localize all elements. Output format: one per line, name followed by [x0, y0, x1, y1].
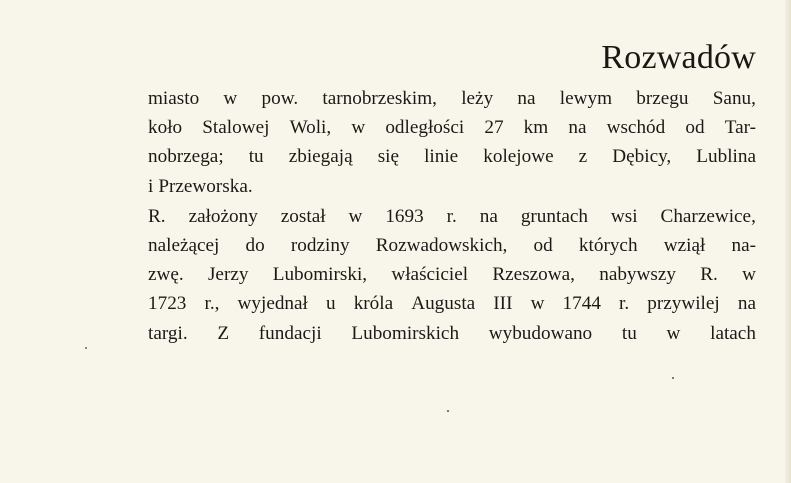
- word: 1693: [385, 205, 424, 227]
- word: w: [348, 205, 363, 227]
- word: r.,: [204, 293, 220, 315]
- word: na-: [731, 234, 756, 256]
- word: z: [578, 146, 588, 168]
- entry-body: [148, 84, 756, 349]
- word: Lublina: [696, 146, 756, 168]
- word: należącej: [148, 234, 220, 256]
- word: linie: [424, 146, 459, 168]
- word: kolejowe: [483, 146, 554, 168]
- word: Z: [217, 322, 230, 344]
- word: w: [742, 264, 756, 286]
- paragraph-2: [148, 202, 756, 348]
- word: u: [325, 293, 336, 315]
- word: w: [530, 293, 545, 315]
- word: wybudowano: [488, 322, 593, 344]
- word: od: [533, 234, 553, 256]
- word: Sanu,: [712, 88, 756, 109]
- word: lewym: [559, 88, 613, 109]
- word: na: [737, 293, 756, 315]
- word: Przeworska.: [158, 175, 253, 197]
- word: rodziny: [290, 234, 350, 256]
- paper-speck: [85, 347, 87, 349]
- word: 1723: [148, 293, 187, 315]
- word: w: [351, 117, 366, 139]
- word: Rozwadowskich,: [375, 234, 508, 256]
- word: nobrzega;: [148, 146, 224, 168]
- text-line: [148, 231, 756, 260]
- word: Woli,: [289, 117, 332, 139]
- word: zwę.: [148, 264, 184, 286]
- word: na: [568, 117, 587, 139]
- word: r.: [619, 293, 630, 315]
- word: r.: [446, 205, 457, 227]
- word: III: [493, 293, 513, 315]
- word: zbiegają: [288, 146, 353, 168]
- word: km: [523, 117, 549, 139]
- word: od: [685, 117, 705, 139]
- paragraph-1: [148, 84, 756, 201]
- text-line: [148, 319, 756, 348]
- word: tu: [248, 146, 264, 168]
- word: w: [666, 322, 681, 344]
- word: Lubomirski,: [272, 264, 368, 286]
- word: wyjednał: [237, 293, 308, 315]
- word: Tar-: [724, 117, 756, 139]
- word: Augusta: [411, 293, 476, 315]
- text-line: [148, 202, 756, 231]
- word: targi.: [148, 322, 188, 344]
- word: Lubomirskich: [351, 322, 460, 344]
- word: się: [377, 146, 400, 168]
- paper-speck: [672, 377, 674, 379]
- word: tarnobrzeskim,: [322, 88, 437, 109]
- text-line: [148, 142, 756, 171]
- word: Stalowej: [202, 117, 270, 139]
- word: Jerzy: [207, 264, 249, 286]
- word: 1744: [562, 293, 601, 315]
- page-edge: [785, 0, 791, 483]
- word: Charzewice,: [660, 205, 756, 227]
- word: gruntach: [520, 205, 588, 227]
- word: miasto: [148, 88, 200, 109]
- word: wsi: [610, 205, 638, 227]
- text-line: [148, 172, 756, 201]
- word: koło: [148, 117, 183, 139]
- word: w: [223, 88, 238, 109]
- word: założony: [188, 205, 258, 227]
- word: na: [517, 88, 536, 109]
- word: latach: [710, 322, 756, 344]
- word: do: [245, 234, 265, 256]
- word: i: [148, 175, 154, 197]
- word: przywilej: [647, 293, 720, 315]
- paper-speck: [447, 410, 449, 412]
- word: wziął: [663, 234, 706, 256]
- word: R.: [148, 205, 166, 227]
- word: nabywszy: [599, 264, 676, 286]
- text-line: [148, 84, 756, 113]
- word: Dębicy,: [612, 146, 672, 168]
- word: właściciel: [391, 264, 469, 286]
- word: 27: [484, 117, 504, 139]
- word: tu: [621, 322, 637, 344]
- entry-heading: Rozwadów: [601, 39, 756, 76]
- word: R.: [700, 264, 718, 286]
- word: pow.: [261, 88, 299, 109]
- text-line: [148, 113, 756, 142]
- text-line: [148, 289, 756, 318]
- word: wschód: [606, 117, 666, 139]
- word: fundacji: [258, 322, 322, 344]
- word: na: [479, 205, 498, 227]
- word: brzegu: [636, 88, 689, 109]
- word: odległości: [385, 117, 465, 139]
- word: których: [578, 234, 638, 256]
- text-line: [148, 260, 756, 289]
- word: Rzeszowa,: [492, 264, 575, 286]
- word: króla: [353, 293, 394, 315]
- word: został: [280, 205, 326, 227]
- word: leży: [461, 88, 494, 109]
